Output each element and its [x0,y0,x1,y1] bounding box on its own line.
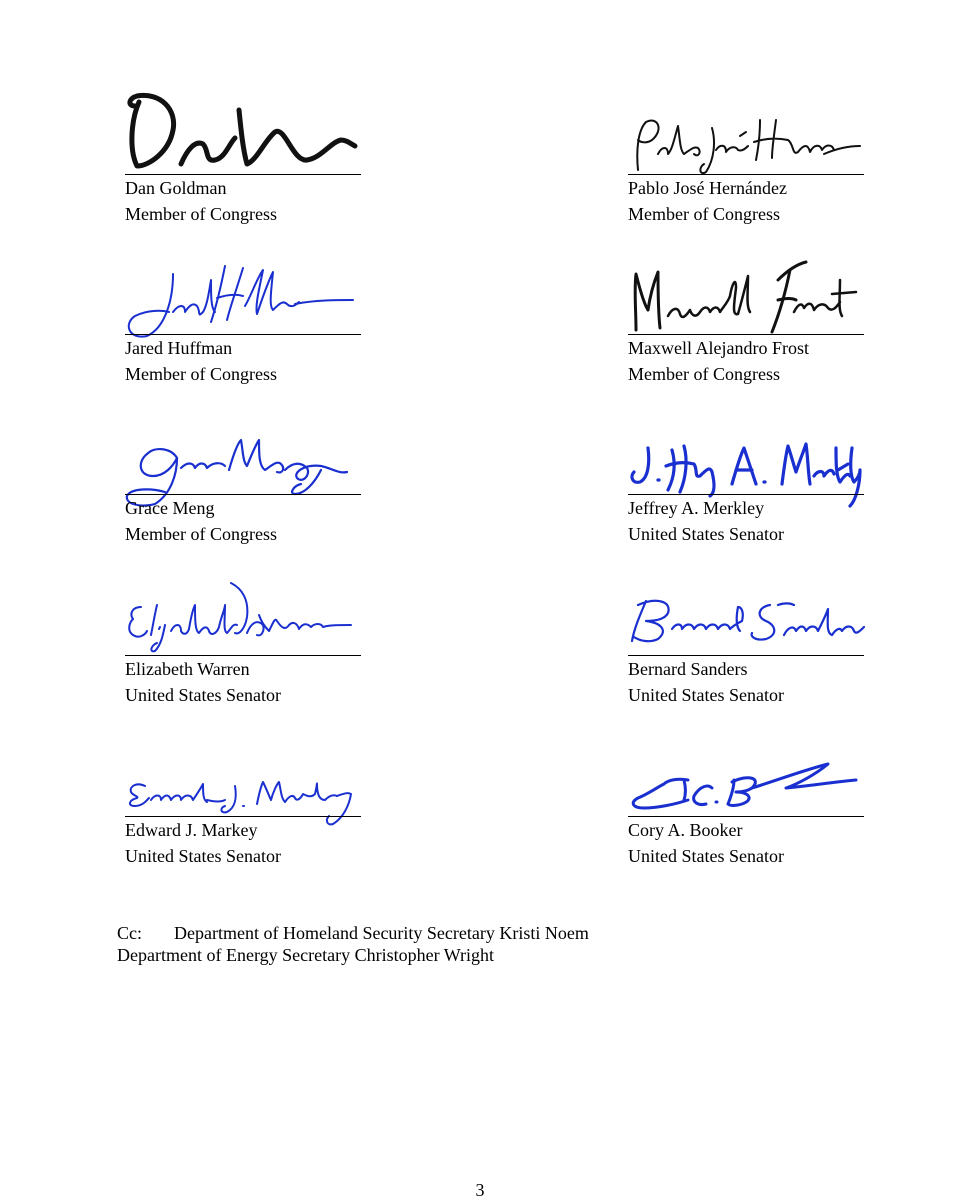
signature-block-jeffrey-merkley [628,400,864,550]
signatory-title: Member of Congress [125,524,277,544]
signature-line [628,494,864,495]
signatory-name: Maxwell Alejandro Frost [628,338,809,358]
cc-recipient-energy: Department of Energy Secretary Christopher Wright [117,945,494,965]
signatory-title: United States Senator [628,846,784,866]
signature-line [125,655,361,656]
signatory-name: Pablo José Hernández [628,178,787,198]
signature-edward-markey [125,722,361,818]
signature-block-bernard-sanders [628,561,864,711]
cc-label: Cc: [117,923,142,943]
signature-maxwell-frost [628,240,864,336]
signatory-name: Cory A. Booker [628,820,743,840]
signature-jeffrey-merkley [628,400,864,496]
signature-block-elizabeth-warren [125,561,361,711]
signatory-title: Member of Congress [628,364,780,384]
signature-bernard-sanders [628,561,864,657]
cc-line-1 [117,922,589,944]
page-number: 3 [475,1180,485,1200]
signature-line [628,334,864,335]
signature-jared-huffman [125,240,361,336]
signatory-name: Edward J. Markey [125,820,258,840]
signature-line [628,655,864,656]
signature-block-grace-meng [125,400,361,550]
signature-block-jared-huffman [125,240,361,390]
signatory-name: Grace Meng [125,498,215,518]
signature-line [628,816,864,817]
signatory-name: Bernard Sanders [628,659,748,679]
signature-block-maxwell-frost [628,240,864,390]
signatory-name: Elizabeth Warren [125,659,250,679]
signatory-title: United States Senator [125,685,281,705]
signature-grace-meng [125,400,361,496]
signatory-title: United States Senator [628,685,784,705]
signatory-title: Member of Congress [628,204,780,224]
signature-elizabeth-warren [125,561,361,657]
signatory-title: Member of Congress [125,364,277,384]
signatory-name: Jared Huffman [125,338,233,358]
signature-block-pablo-hernandez [628,80,864,230]
signatory-name: Dan Goldman [125,178,227,198]
signature-block-cory-booker [628,722,864,872]
signature-block-dan-goldman [125,80,361,230]
signature-block-edward-markey [125,722,361,872]
signatory-name: Jeffrey A. Merkley [628,498,765,518]
signature-pablo-hernandez [628,80,864,176]
signature-dan-goldman [125,80,361,176]
signature-line [628,174,864,175]
signatory-title: United States Senator [125,846,281,866]
signatory-title: Member of Congress [125,204,277,224]
cc-recipient-homeland-security: Department of Homeland Security Secretary Kristi Noem [174,923,589,943]
signature-line [125,334,361,335]
signature-line [125,816,361,817]
signature-line [125,494,361,495]
signatory-title: United States Senator [628,524,784,544]
signature-line [125,174,361,175]
signature-cory-booker [628,722,864,818]
